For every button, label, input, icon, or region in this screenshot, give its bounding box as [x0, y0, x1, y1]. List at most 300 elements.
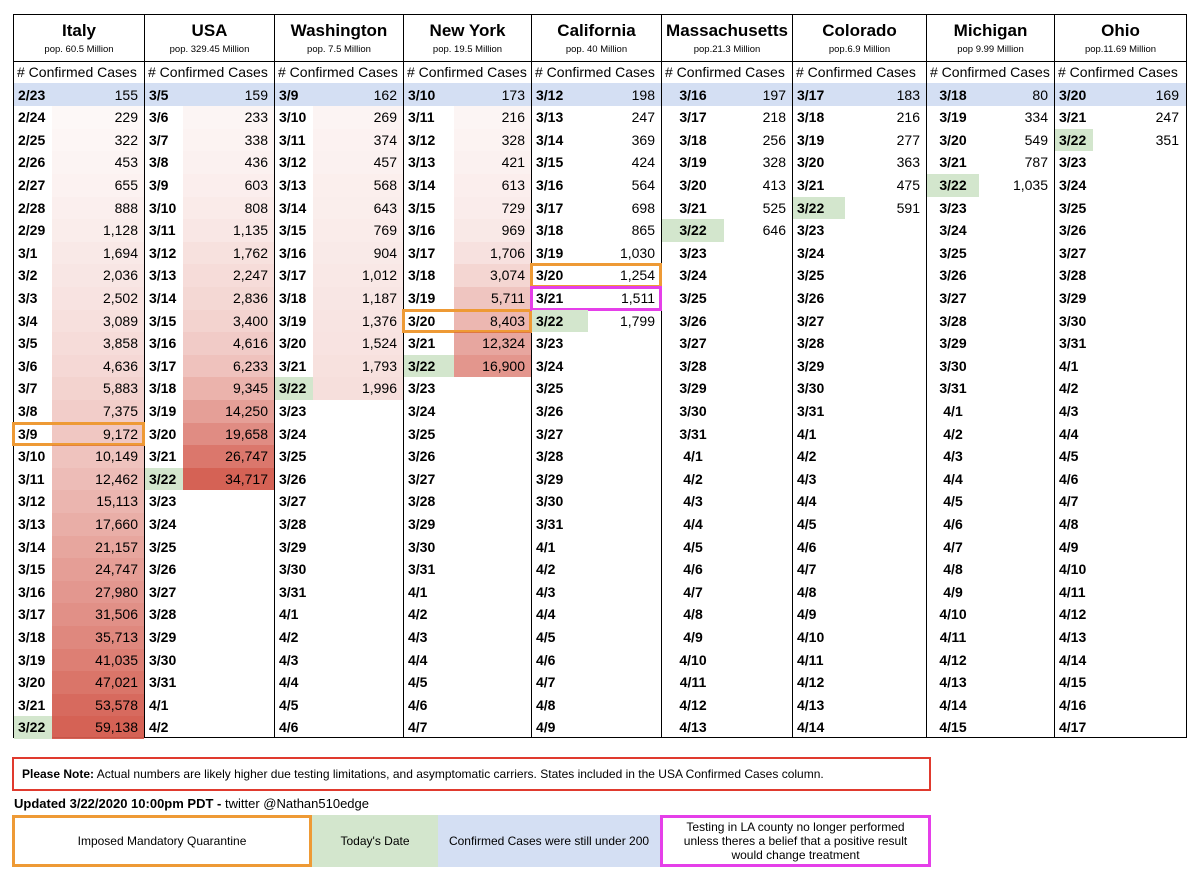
date-cell: 3/23 [679, 244, 707, 261]
confirmed-cases-subheader: # Confirmed Cases [662, 61, 792, 83]
column-washington [275, 15, 404, 737]
date-cell: 4/14 [797, 719, 825, 736]
cases-cell [979, 355, 1054, 378]
date-cell: 4/8 [1059, 516, 1079, 532]
date-cell: 4/3 [943, 448, 963, 465]
date-cell: 4/9 [536, 719, 556, 736]
cases-cell: 969 [454, 219, 531, 242]
date-cell: 4/9 [1059, 538, 1079, 555]
date-cell: 3/10 [408, 86, 436, 103]
legend-quarantine-label: Imposed Mandatory Quarantine [77, 834, 247, 848]
cases-cell [845, 536, 926, 559]
date-cell: 3/27 [408, 470, 436, 487]
date-cell: 3/17 [797, 86, 825, 103]
cases-cell [1093, 377, 1185, 400]
cases-cell [183, 536, 274, 559]
cases-cell [845, 377, 926, 400]
date-cell: 3/23 [939, 199, 967, 216]
cases-cell [183, 558, 274, 581]
cases-cell [724, 423, 792, 446]
date-cell: 3/22 [404, 355, 454, 378]
cases-cell [724, 581, 792, 604]
legend-quarantine [12, 815, 312, 867]
cases-cell [1093, 671, 1185, 694]
date-cell: 3/23 [1059, 154, 1087, 171]
cases-cell [588, 558, 661, 581]
cases-cell [845, 287, 926, 310]
cases-cell: 197 [762, 86, 786, 103]
confirmed-cases-subheader: # Confirmed Cases [275, 61, 403, 83]
date-cell: 3/17 [679, 109, 707, 126]
legend-under-200 [438, 815, 660, 867]
date-cell: 4/2 [149, 719, 169, 736]
date-cell: 3/24 [1059, 177, 1087, 193]
cases-cell [724, 626, 792, 649]
date-cell: 4/11 [939, 629, 967, 645]
cases-cell: 9,172 [52, 423, 144, 446]
cases-cell [313, 649, 403, 672]
date-cell: 4/3 [408, 629, 428, 645]
date-cell: 4/5 [797, 516, 817, 532]
date-cell: 4/4 [683, 516, 703, 532]
cases-cell [845, 332, 926, 355]
date-cell: 3/27 [536, 425, 564, 442]
cases-cell [1093, 694, 1185, 717]
updated-label: Updated 3/22/2020 10:00pm PDT - [14, 796, 225, 811]
cases-cell: 3,074 [454, 264, 531, 287]
date-cell: 3/9 [18, 425, 38, 442]
date-cell: 3/15 [536, 154, 564, 171]
date-cell: 3/22 [532, 310, 588, 333]
date-cell: 2/28 [18, 199, 46, 216]
date-cell: 4/10 [1059, 561, 1087, 578]
cases-cell [979, 332, 1054, 355]
date-cell: 3/23 [149, 493, 177, 510]
date-cell: 4/2 [408, 606, 428, 623]
date-cell: 3/28 [408, 493, 436, 510]
date-cell: 3/29 [149, 629, 177, 645]
cases-cell [588, 581, 661, 604]
date-cell: 3/13 [18, 516, 46, 532]
date-cell: 3/30 [797, 380, 825, 397]
date-cell: 3/21 [536, 290, 564, 306]
cases-cell [845, 716, 926, 739]
cases-cell [979, 219, 1054, 242]
cases-cell [1093, 423, 1185, 446]
cases-cell [183, 626, 274, 649]
date-cell: 3/12 [18, 493, 46, 510]
date-cell: 4/1 [943, 403, 963, 419]
cases-cell: 369 [631, 131, 655, 148]
cases-cell: 322 [52, 129, 144, 152]
date-cell: 4/13 [797, 696, 825, 713]
column-colorado [793, 15, 927, 737]
date-cell: 4/4 [1059, 425, 1079, 442]
date-cell: 4/7 [536, 674, 556, 691]
date-cell: 3/29 [797, 357, 825, 374]
column-new-york [404, 15, 532, 737]
confirmed-cases-subheader: # Confirmed Cases [1055, 61, 1186, 83]
date-cell: 3/26 [408, 448, 436, 465]
date-cell: 4/13 [939, 674, 967, 691]
date-cell: 3/24 [797, 244, 825, 261]
cases-cell: 5,711 [454, 287, 531, 310]
cases-cell: 198 [631, 86, 655, 103]
cases-cell: 436 [183, 151, 274, 174]
date-cell: 3/11 [279, 131, 306, 148]
date-cell: 4/4 [279, 674, 299, 691]
date-cell: 3/16 [408, 222, 436, 239]
cases-cell [979, 445, 1054, 468]
date-cell: 3/21 [797, 177, 825, 193]
date-cell: 3/24 [536, 357, 564, 374]
cases-cell: 155 [114, 86, 138, 103]
date-cell: 3/31 [939, 380, 967, 397]
cases-cell: 1,694 [52, 242, 144, 265]
cases-cell [313, 626, 403, 649]
cases-cell [724, 694, 792, 717]
cases-cell [588, 400, 661, 423]
date-cell: 4/11 [679, 674, 707, 691]
date-cell: 3/19 [679, 154, 707, 171]
date-cell: 3/14 [408, 177, 436, 193]
cases-cell [724, 490, 792, 513]
date-cell: 3/28 [536, 448, 564, 465]
date-cell: 4/12 [939, 651, 967, 668]
cases-cell [979, 671, 1054, 694]
date-cell: 4/14 [939, 696, 967, 713]
date-cell: 2/24 [18, 109, 46, 126]
cases-cell: 904 [313, 242, 403, 265]
date-cell: 3/24 [279, 425, 307, 442]
cases-cell [588, 445, 661, 468]
date-cell: 3/30 [149, 651, 177, 668]
cases-cell: 1,030 [619, 244, 655, 261]
date-cell: 3/19 [536, 244, 564, 261]
column-header [145, 15, 274, 61]
cases-cell: 80 [1032, 86, 1048, 103]
date-cell: 4/8 [797, 583, 817, 600]
cases-cell [724, 264, 792, 287]
date-cell: 4/7 [1059, 493, 1079, 510]
cases-cell [454, 400, 531, 423]
date-cell: 3/30 [536, 493, 564, 510]
cases-cell: 2,036 [52, 264, 144, 287]
date-cell: 4/6 [943, 516, 963, 532]
date-cell: 3/27 [797, 312, 825, 329]
date-cell: 3/25 [536, 380, 564, 397]
date-cell: 3/24 [408, 403, 436, 419]
cases-cell [454, 558, 531, 581]
date-cell: 3/19 [797, 131, 825, 148]
column-header [404, 15, 531, 61]
cases-cell: 525 [762, 199, 786, 216]
date-cell: 3/18 [797, 109, 825, 126]
cases-cell: 47,021 [52, 671, 144, 694]
cases-cell: 26,747 [183, 445, 274, 468]
cases-cell [845, 423, 926, 446]
cases-cell: 646 [762, 222, 786, 239]
cases-cell: 421 [454, 151, 531, 174]
cases-cell [845, 581, 926, 604]
date-cell: 3/22 [1055, 129, 1093, 152]
cases-cell: 14,250 [183, 400, 274, 423]
date-cell: 4/6 [683, 561, 703, 578]
date-cell: 3/12 [536, 86, 564, 103]
date-cell: 3/20 [1059, 86, 1087, 103]
cases-cell [183, 716, 274, 739]
cases-cell [454, 694, 531, 717]
date-cell: 3/31 [797, 403, 825, 419]
date-cell: 4/6 [279, 719, 299, 736]
date-cell: 3/27 [1059, 244, 1087, 261]
cases-cell: 413 [762, 177, 786, 193]
date-cell: 3/9 [149, 177, 169, 193]
cases-cell [1093, 649, 1185, 672]
cases-cell [1093, 287, 1185, 310]
cases-cell [979, 197, 1054, 220]
date-cell: 4/1 [536, 538, 556, 555]
date-cell: 4/4 [797, 493, 817, 510]
cases-cell [588, 536, 661, 559]
date-cell: 3/21 [279, 357, 307, 374]
column-usa [145, 15, 275, 737]
cases-cell: 15,113 [52, 490, 144, 513]
date-cell: 3/22 [14, 716, 52, 739]
cases-cell [183, 671, 274, 694]
date-cell: 4/5 [279, 696, 299, 713]
date-cell: 4/6 [1059, 470, 1079, 487]
date-cell: 3/31 [149, 674, 177, 691]
cases-cell: 591 [896, 199, 920, 216]
date-cell: 3/31 [408, 561, 436, 578]
date-cell: 3/26 [679, 312, 707, 329]
date-cell: 4/15 [939, 719, 967, 736]
region-population: pop. 329.45 Million [169, 44, 250, 55]
date-cell: 3/21 [149, 448, 177, 465]
date-cell: 3/26 [797, 290, 825, 306]
cases-cell [724, 355, 792, 378]
date-cell: 3/15 [149, 312, 177, 329]
cases-cell: 6,233 [183, 355, 274, 378]
cases-cell: 19,658 [183, 423, 274, 446]
date-cell: 3/14 [149, 290, 177, 306]
cases-cell [313, 581, 403, 604]
date-cell: 3/25 [408, 425, 436, 442]
column-ohio [1055, 15, 1186, 737]
date-cell: 4/1 [149, 696, 169, 713]
cases-cell [979, 513, 1054, 536]
cases-cell [183, 649, 274, 672]
cases-cell: 2,502 [52, 287, 144, 310]
date-cell: 3/9 [279, 86, 299, 103]
date-cell: 3/5 [149, 86, 169, 103]
date-cell: 4/10 [797, 629, 825, 645]
column-header [793, 15, 926, 61]
region-name: USA [191, 21, 228, 40]
cases-cell: 643 [313, 197, 403, 220]
date-cell: 4/12 [797, 674, 825, 691]
date-cell: 4/5 [536, 629, 556, 645]
date-cell: 3/18 [149, 380, 177, 397]
cases-cell [454, 423, 531, 446]
cases-cell [1093, 558, 1185, 581]
confirmed-cases-subheader: # Confirmed Cases [14, 61, 144, 83]
date-cell: 3/7 [149, 131, 169, 148]
date-cell: 4/1 [797, 425, 817, 442]
cases-cell: 328 [454, 129, 531, 152]
cases-cell: 16,900 [454, 355, 531, 378]
cases-cell: 787 [1024, 154, 1048, 171]
cases-cell [979, 649, 1054, 672]
cases-cell [588, 603, 661, 626]
date-cell: 3/10 [279, 109, 307, 126]
cases-cell: 1,524 [313, 332, 403, 355]
region-name: Michigan [953, 21, 1028, 40]
date-cell: 4/7 [797, 561, 817, 578]
cases-cell [979, 558, 1054, 581]
cases-cell: 1,135 [183, 219, 274, 242]
cases-cell: 865 [631, 222, 655, 239]
cases-cell [313, 671, 403, 694]
cases-cell [979, 310, 1054, 333]
cases-cell [313, 694, 403, 717]
date-cell: 4/2 [683, 470, 703, 487]
twitter-handle: twitter @Nathan510edge [224, 796, 369, 811]
date-cell: 3/18 [408, 267, 436, 284]
cases-cell [588, 468, 661, 491]
cases-cell: 24,747 [52, 558, 144, 581]
cases-cell [313, 536, 403, 559]
date-cell: 3/20 [408, 312, 436, 329]
cases-cell: 10,149 [52, 445, 144, 468]
cases-cell: 808 [183, 197, 274, 220]
date-cell: 3/20 [536, 267, 564, 284]
date-cell: 3/15 [408, 199, 436, 216]
column-header [14, 15, 144, 61]
date-cell: 3/31 [279, 583, 307, 600]
cases-cell [724, 310, 792, 333]
date-cell: 4/15 [1059, 674, 1087, 691]
cases-cell [588, 377, 661, 400]
date-cell: 3/8 [18, 403, 38, 419]
cases-cell: 1,793 [313, 355, 403, 378]
date-cell: 3/16 [149, 335, 177, 352]
cases-cell [454, 536, 531, 559]
region-population: pop.6.9 Million [828, 44, 891, 55]
date-cell: 4/2 [536, 561, 556, 578]
cases-cell [1093, 490, 1185, 513]
legend-la-testing [660, 815, 931, 867]
date-cell: 3/17 [279, 267, 307, 284]
cases-cell: 8,403 [454, 310, 531, 333]
date-cell: 3/17 [18, 606, 46, 623]
date-cell: 3/31 [679, 425, 707, 442]
date-cell: 4/10 [679, 651, 707, 668]
date-cell: 3/17 [408, 244, 436, 261]
date-cell: 3/19 [149, 403, 177, 419]
date-cell: 3/12 [149, 244, 177, 261]
confirmed-cases-subheader: # Confirmed Cases [404, 61, 531, 83]
date-cell: 3/25 [1059, 199, 1087, 216]
date-cell: 3/14 [18, 538, 46, 555]
cases-cell: 173 [501, 86, 525, 103]
cases-cell: 457 [313, 151, 403, 174]
date-cell: 3/27 [149, 583, 177, 600]
cases-cell: 1,012 [313, 264, 403, 287]
region-population: pop. 19.5 Million [432, 44, 503, 55]
cases-cell [588, 671, 661, 694]
date-cell: 3/3 [18, 290, 38, 306]
cases-cell [724, 242, 792, 265]
cases-cell [1093, 197, 1185, 220]
date-cell: 3/27 [279, 493, 307, 510]
cases-cell [979, 716, 1054, 739]
cases-cell [1093, 400, 1185, 423]
cases-cell [724, 716, 792, 739]
cases-cell: 31,506 [52, 603, 144, 626]
cases-cell: 4,616 [183, 332, 274, 355]
date-cell: 4/9 [943, 583, 963, 600]
date-cell: 4/6 [408, 696, 428, 713]
date-cell: 4/1 [1059, 357, 1079, 374]
date-cell: 3/19 [939, 109, 967, 126]
cases-cell: 564 [631, 177, 655, 193]
date-cell: 3/23 [408, 380, 436, 397]
date-cell: 3/29 [1059, 290, 1087, 306]
cases-cell [845, 649, 926, 672]
date-cell: 3/28 [1059, 267, 1087, 284]
cases-cell: 12,324 [454, 332, 531, 355]
date-cell: 3/28 [279, 516, 307, 532]
region-name: Massachusetts [666, 21, 788, 40]
date-cell: 4/3 [1059, 403, 1079, 419]
updated-line [14, 796, 369, 811]
date-cell: 2/26 [18, 154, 46, 171]
date-cell: 2/23 [18, 86, 46, 103]
date-cell: 3/17 [536, 199, 564, 216]
cases-cell: 549 [1024, 131, 1048, 148]
column-italy [14, 15, 145, 737]
date-cell: 2/29 [18, 222, 46, 239]
cases-cell [1093, 264, 1185, 287]
date-cell: 3/27 [939, 290, 967, 306]
date-cell: 3/16 [279, 244, 307, 261]
cases-cell [313, 513, 403, 536]
date-cell: 3/29 [279, 538, 307, 555]
date-cell: 2/27 [18, 177, 46, 193]
cases-cell: 424 [631, 154, 655, 171]
cases-cell [183, 581, 274, 604]
date-cell: 3/10 [149, 199, 177, 216]
date-cell: 4/16 [1059, 696, 1087, 713]
cases-cell: 351 [1155, 131, 1179, 148]
cases-cell: 453 [52, 151, 144, 174]
date-cell: 3/25 [939, 244, 967, 261]
cases-cell [1093, 513, 1185, 536]
cases-cell [454, 513, 531, 536]
cases-cell: 229 [52, 106, 144, 129]
cases-cell [979, 490, 1054, 513]
cases-cell [845, 242, 926, 265]
cases-cell [1093, 219, 1185, 242]
date-cell: 3/26 [939, 267, 967, 284]
date-cell: 4/3 [683, 493, 703, 510]
cases-cell [845, 513, 926, 536]
cases-cell: 328 [762, 154, 786, 171]
date-cell: 3/16 [536, 177, 564, 193]
cases-cell: 698 [631, 199, 655, 216]
